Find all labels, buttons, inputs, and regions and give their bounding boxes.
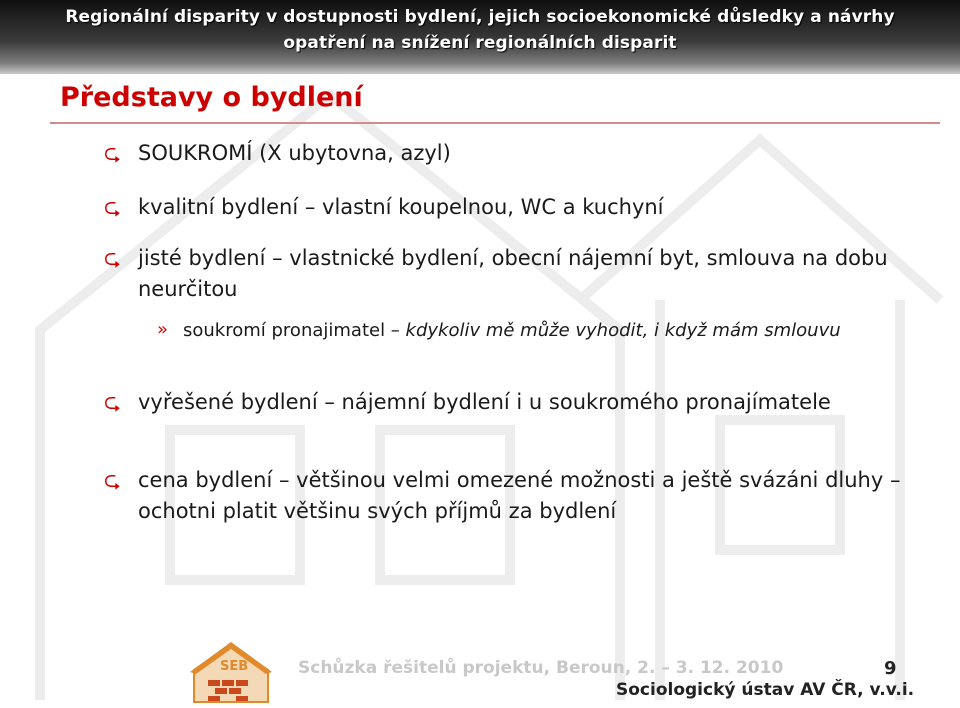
curved-arrow-icon: ⮎ — [104, 141, 121, 165]
bullet-text: cena bydlení – většinou velmi omezené možnosti a ještě svázáni dluhy – ochotni platit většinu svých příjmů za bydlení — [138, 468, 901, 523]
bullet-text: jisté bydlení – vlastnické bydlení, obecní nájemní byt, smlouva na dobu neurčitou — [138, 246, 888, 301]
seb-logo — [186, 640, 276, 705]
footer-meeting-text: Schůzka řešitelů projektu, Beroun, 2. – 3. 12. 2010 — [298, 658, 784, 678]
double-chevron-icon: » — [157, 319, 169, 340]
bullet-text: SOUKROMÍ (X ubytovna, azyl) — [138, 141, 451, 165]
slide-title: Představy o bydlení — [60, 82, 363, 113]
title-divider — [50, 122, 940, 124]
curved-arrow-icon: ⮎ — [104, 195, 121, 219]
header-bar — [0, 0, 960, 74]
sub-bullet-italic: kdykoliv mě může vyhodit, i když mám smlouvu — [405, 320, 841, 341]
header-title-line2: opatření na snížení regionálních disparit — [283, 33, 677, 53]
sub-bullet-prefix: soukromí pronajimatel – — [183, 320, 406, 341]
bullet-text: vyřešené bydlení – nájemní bydlení i u soukromého pronajímatele — [138, 390, 831, 414]
header-title-line1: Regionální disparity v dostupnosti bydlení, jejich socioekonomické důsledky a návrhy — [65, 7, 895, 27]
curved-arrow-icon: ⮎ — [104, 246, 121, 270]
curved-arrow-icon: ⮎ — [104, 468, 121, 492]
logo-text: SEB — [220, 659, 249, 674]
page-number: 9 — [884, 658, 897, 679]
bullet-text: kvalitní bydlení – vlastní koupelnou, WC a kuchyní — [138, 195, 664, 219]
footer-institute: Sociologický ústav AV ČR, v.v.i. — [616, 680, 915, 700]
sub-bullet-text — [183, 318, 893, 343]
curved-arrow-icon: ⮎ — [104, 390, 121, 414]
